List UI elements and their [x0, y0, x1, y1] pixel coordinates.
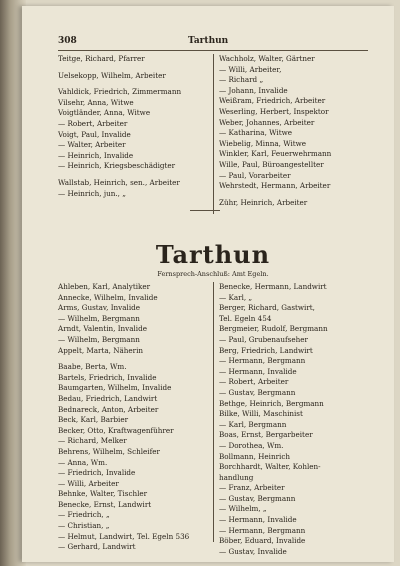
section-title: Tarthun — [155, 240, 271, 269]
directory-entry: Weserling, Herbert, Inspektor — [219, 106, 329, 116]
directory-entry: Teitge, Richard, Pfarrer — [58, 54, 145, 63]
directory-entry: — Helmut, Landwirt, Tel. Egeln 536 — [58, 531, 190, 541]
upper-right-column — [219, 54, 369, 208]
directory-entry: Bethge, Heinrich, Bergmann — [219, 398, 324, 408]
directory-entry: Appelt, Marta, Näherin — [58, 345, 144, 355]
directory-entry: Bergmeier, Rudolf, Bergmann — [219, 324, 328, 334]
directory-entry: — Willi, Arbeiter — [58, 478, 119, 488]
directory-entry: Arms, Gustav, Invalide — [58, 303, 140, 313]
directory-entry: Bartels, Friedrich, Invalide — [58, 372, 157, 382]
directory-entry: — Gustav, Bergmann — [219, 493, 296, 503]
directory-entry: Berg, Friedrich, Landwirt — [219, 345, 313, 355]
directory-entry: — Friedrich, „ — [58, 510, 110, 520]
directory-entry: Tel. Egeln 454 — [219, 313, 272, 323]
directory-entry: Behnke, Walter, Tischler — [58, 489, 148, 499]
directory-entry: Wiebelig, Minna, Witwe — [219, 138, 307, 148]
directory-entry: Böber, Eduard, Invalide — [219, 536, 306, 546]
directory-entry: Vahldick, Friedrich, Zimmermann — [58, 87, 182, 97]
directory-entry: handlung — [219, 472, 254, 482]
directory-entry: — Richard, Melker — [58, 436, 127, 446]
directory-entry: Bilke, Willi, Maschinist — [219, 409, 303, 419]
directory-entry: — Karl, „ — [219, 292, 253, 302]
directory-entry: Bednareck, Anton, Arbeiter — [58, 404, 159, 414]
directory-entry: Baabe, Berta, Wm. — [58, 362, 127, 372]
directory-entry: Beck, Karl, Barbier — [58, 415, 129, 425]
directory-entry: Uelsekopp, Wilhelm, Arbeiter — [58, 70, 166, 80]
directory-entry: — Willi, Arbeiter, — [219, 64, 282, 74]
directory-entry: — Wilhelm, Bergmann — [58, 334, 140, 344]
directory-entry: Behrens, Wilhelm, Schleifer — [58, 446, 160, 456]
upper-left-column — [58, 54, 208, 199]
directory-entry: Bollmann, Heinrich — [219, 451, 290, 461]
directory-entry: — Katharina, Witwe — [219, 128, 293, 138]
directory-entry: — Robert, Arbeiter — [58, 118, 128, 128]
directory-entry: Baumgarten, Wilhelm, Invalide — [58, 383, 172, 393]
directory-entry: — Gerhard, Landwirt — [58, 542, 136, 552]
lower-left-column — [58, 282, 208, 553]
directory-entry: Wille, Paul, Büroangestellter — [219, 159, 324, 169]
directory-entry: — Paul, Vorarbeiter — [219, 170, 291, 180]
directory-entry: — Gustav, Bergmann — [219, 387, 296, 397]
directory-entry: Weißram, Friedrich, Arbeiter — [219, 96, 326, 106]
directory-entry: — Heinrich, Kriegsbeschädigter — [58, 161, 176, 171]
directory-entry: — Heinrich, jun., „ — [58, 188, 126, 198]
directory-entry: Vilsehr, Anna, Witwe — [58, 97, 134, 107]
directory-entry: Winkler, Karl, Feuerwehrmann — [219, 149, 332, 159]
directory-entry: — Gustav, Invalide — [219, 546, 287, 556]
directory-entry: — Karl, Bergmann — [219, 419, 287, 429]
directory-entry: Voigt, Paul, Invalide — [58, 129, 131, 139]
directory-entry: Weber, Johannes, Arbeiter — [219, 117, 315, 127]
directory-entry: — Robert, Arbeiter — [219, 377, 289, 387]
directory-entry: — Johann, Invalide — [219, 85, 288, 95]
page-header — [58, 36, 368, 51]
directory-entry: — Richard „ — [219, 75, 264, 85]
lower-column-divider — [213, 282, 214, 542]
directory-entry: — Friedrich, Invalide — [58, 468, 136, 478]
lower-right-column — [219, 282, 369, 557]
directory-entry: Benecke, Ernst, Landwirt — [58, 499, 152, 509]
directory-entry: — Paul, Grubenaufseher — [219, 334, 308, 344]
directory-entry: — Heinrich, Invalide — [58, 150, 134, 160]
directory-entry: Bedau, Friedrich, Landwirt — [58, 393, 158, 403]
directory-entry: — Christian, „ — [58, 521, 110, 531]
directory-entry: — Wilhelm, Bergmann — [58, 313, 140, 323]
directory-entry: Boas, Ernst, Bergarbeiter — [219, 430, 313, 440]
section-separator — [190, 210, 220, 211]
directory-entry: Voigtländer, Anna, Witwe — [58, 108, 151, 118]
directory-entry: Becker, Otto, Kraftwagenführer — [58, 425, 174, 435]
directory-entry: — Walter, Arbeiter — [58, 140, 126, 150]
section-subtitle: Fernsprech-Anschluß: Amt Egeln. — [157, 270, 269, 278]
running-head: Tarthun — [188, 36, 229, 46]
page-number: 308 — [58, 36, 77, 46]
directory-entry: Zühr, Heinrich, Arbeiter — [219, 197, 308, 207]
directory-entry: Wachholz, Walter, Gärtner — [219, 54, 315, 63]
directory-entry: Ahleben, Karl, Analytiker — [58, 282, 151, 291]
upper-column-divider — [213, 54, 214, 214]
directory-entry: — Anna, Wm. — [58, 457, 108, 467]
directory-entry: — Hermann, Invalide — [219, 515, 297, 525]
directory-entry: — Wilhelm, „ — [219, 504, 267, 514]
directory-entry: — Dorothea, Wm. — [219, 440, 284, 450]
directory-entry: Berger, Richard, Gastwirt, — [219, 303, 315, 313]
directory-entry: Arndt, Valentin, Invalide — [58, 324, 147, 334]
directory-entry: Wehrstedt, Hermann, Arbeiter — [219, 181, 331, 191]
directory-entry: — Hermann, Invalide — [219, 366, 297, 376]
directory-entry: Borchhardt, Walter, Kohlen- — [219, 462, 321, 472]
directory-entry: Wallstab, Heinrich, sen., Arbeiter — [58, 177, 180, 187]
directory-entry: Annecke, Wilhelm, Invalide — [58, 292, 158, 302]
directory-entry: — Hermann, Bergmann — [219, 356, 306, 366]
directory-entry: — Franz, Arbeiter — [219, 483, 285, 493]
directory-entry: Benecke, Hermann, Landwirt — [219, 282, 327, 291]
directory-entry: — Hermann, Bergmann — [219, 525, 306, 535]
